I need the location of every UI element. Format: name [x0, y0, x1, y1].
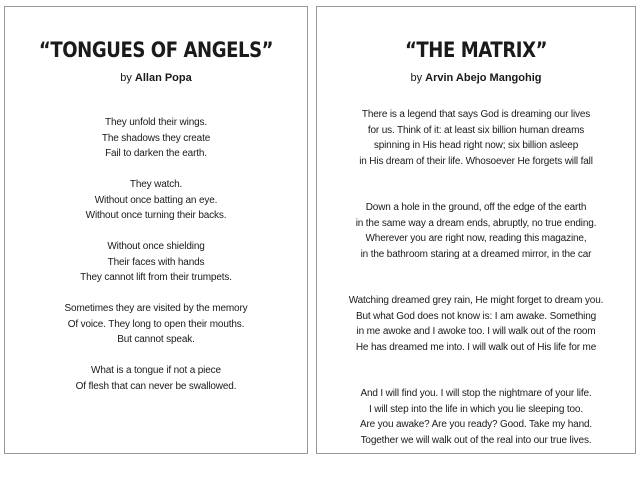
poem-line: Fail to darken the earth.: [105, 148, 207, 159]
poem-line: Together we will walk out of the real into our true lives.: [360, 434, 592, 446]
poem-line: They watch.: [129, 179, 183, 190]
poem-line: Without once turning their backs.: [85, 210, 227, 221]
byline: [5, 71, 307, 85]
stanza: [317, 200, 635, 262]
stanza: [5, 363, 307, 394]
poem-line: The shadows they create: [101, 132, 211, 144]
poem-line: Without once shielding: [107, 241, 205, 252]
poem-line: Their faces with hands: [107, 256, 205, 268]
poem-line: They cannot lift from their trumpets.: [80, 272, 232, 283]
byline-prefix: by: [410, 72, 423, 84]
author-name: Arvin Abejo Mangohig: [425, 72, 542, 84]
poem-line: Down a hole in the ground, off the edge of the earth: [365, 202, 587, 213]
byline-prefix: by: [120, 72, 132, 84]
poem-line: But cannot speak.: [117, 334, 195, 345]
stanza: [317, 386, 635, 448]
poem-line: in me awoke and I awoke too. I will walk out of the room: [356, 326, 596, 337]
stanza: [317, 293, 635, 355]
poem-title: “TONGUES OF ANGELS”: [38, 38, 274, 62]
stanza: [5, 115, 307, 162]
poem-body: [5, 115, 307, 410]
poem-page-tongues-of-angels: [4, 6, 308, 454]
poem-body: [317, 107, 635, 479]
stanza: [317, 107, 635, 169]
poem-line: What is a tongue if not a piece: [91, 365, 221, 376]
poem-page-the-matrix: [316, 6, 636, 454]
poem-line: There is a legend that says God is dreaming our lives: [361, 109, 591, 120]
byline: [317, 71, 635, 85]
stanza: [5, 239, 307, 286]
poem-line: spinning in His head right now; six billion asleep: [373, 140, 579, 151]
poem-line: in the bathroom staring at a dreamed mirror, in the car: [360, 248, 592, 260]
poem-line: But what God does not know is: I am awake. Something: [355, 310, 597, 322]
stanza: [5, 301, 307, 348]
poem-line: for us. Think of it: at least six billion human dreams: [367, 124, 585, 136]
poem-line: in the same way a dream ends, abruptly, no true ending.: [355, 217, 597, 229]
poem-line: Of voice. They long to open their mouths.: [67, 318, 245, 330]
poem-line: And I will find you. I will stop the nightmare of your life.: [360, 388, 592, 399]
poem-line: Of flesh that can never be swallowed.: [75, 380, 237, 392]
poem-line: Sometimes they are visited by the memory: [64, 303, 248, 314]
poem-line: Wherever you are right now, reading this magazine,: [365, 233, 587, 244]
poem-line: I will step into the life in which you lie sleeping too.: [369, 403, 583, 415]
poem-title: “THE MATRIX”: [404, 38, 548, 62]
stanza: [5, 177, 307, 224]
poem-line: Without once batting an eye.: [94, 194, 218, 206]
author-name: Allan Popa: [134, 72, 192, 84]
poem-line: in His dream of their life. Whosoever He forgets will fall: [359, 155, 593, 167]
poem-line: Watching dreamed grey rain, He might forget to dream you.: [348, 295, 604, 306]
poem-line: He has dreamed me into. I will walk out of His life for me: [355, 341, 597, 353]
poem-line: They unfold their wings.: [104, 117, 207, 128]
poem-line: Are you awake? Are you ready? Good. Take my hand.: [359, 419, 593, 430]
